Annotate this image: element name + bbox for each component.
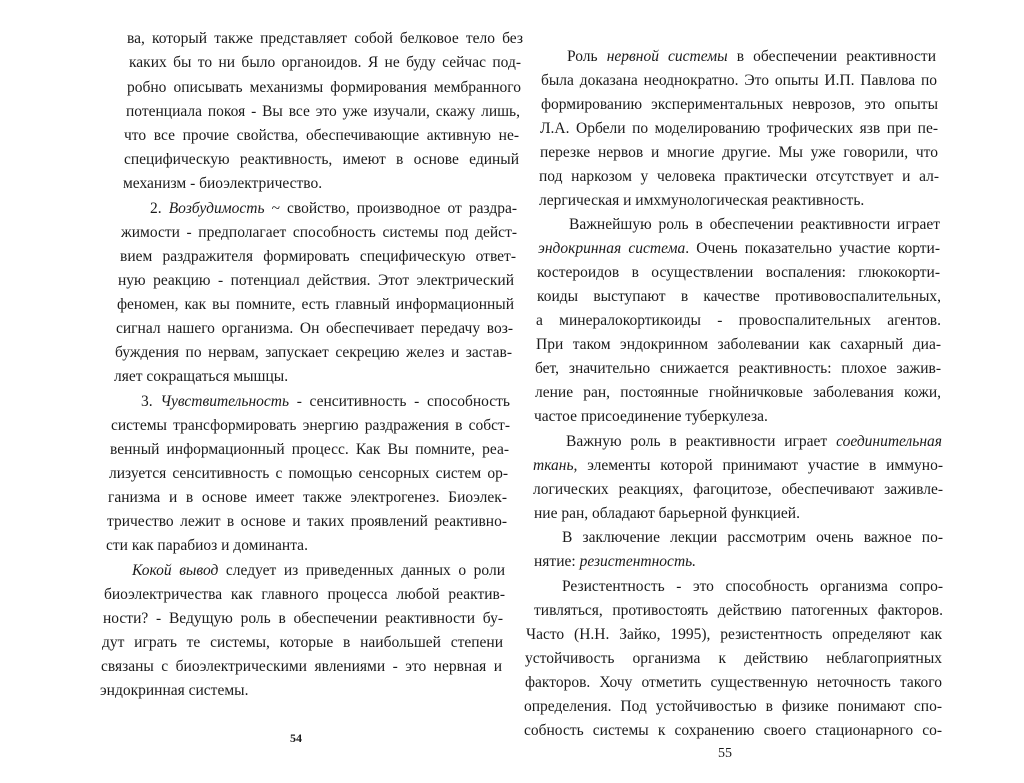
left-line-16 (141, 393, 510, 411)
line-text: нятие: (534, 553, 580, 570)
right-line-19: логических реакциях, фагоцитозе, обеспечивают заживле- (533, 481, 943, 498)
left-line-11: ную реакцию - потенциал действия. Этот электрический (118, 272, 514, 289)
left-line-2: каких бы то ни было органоидов. Я не буду сейчас под- (129, 54, 521, 71)
left-line-27: связаны с биоэлектрическими явлениями - это нервная и (101, 658, 502, 675)
line-text: . Очень показательно участие корти- (685, 240, 940, 257)
left-line-10: вием раздражителя формировать специфическую ответ- (120, 248, 516, 265)
term-excitability: Возбудимость (168, 200, 265, 217)
right-line-15: ление ран, постоянные гнойничковые заболевания кожи, (535, 384, 941, 401)
right-line-18 (533, 457, 943, 475)
left-line-18: венный информационный процесс. Как Вы помните, реа- (110, 441, 509, 458)
right-line-26: устойчивость организма к действию неблагоприятных (525, 650, 942, 667)
right-line-12: а минералокортикоиды - провоспалительных агентов. (536, 312, 941, 329)
left-line-6: специфическую реактивность, имеют в основе единый (124, 151, 519, 168)
left-line-4: потенциала покоя - Вы все это уже изучали, скажу лишь, (126, 103, 520, 120)
right-line-3: формированию экспериментальных неврозов, это опыты (541, 96, 938, 113)
page-number-left: 54 (290, 731, 302, 745)
term-endocrine-system: эндокринная система (538, 240, 686, 257)
left-line-24: биоэлектричества как главного процесса любой реактив- (104, 586, 505, 603)
right-line-8: Важнейшую роль в обеспечении реактивности играет (569, 216, 940, 233)
line-text: Роль (567, 48, 607, 65)
term-connective: соединительная (836, 433, 942, 450)
right-line-4: Л.А. Орбели по моделированию трофических язв при пе- (540, 120, 938, 137)
right-page (512, 0, 1024, 783)
line-text: ~ свойство, производное от раздра- (264, 200, 518, 217)
left-line-26: дут играть те системы, которые в наибольшей степени (102, 634, 503, 651)
paragraph-number: 2. (150, 200, 169, 217)
right-line-10: костероидов в осуществлении воспаления: глюкокорти- (537, 264, 940, 281)
left-line-12: феномен, как вы помните, есть главный информационный (117, 296, 514, 313)
right-line-20: ние ран, обладают барьерной функцией. (534, 505, 800, 522)
right-line-5: перезке нервов и многие другие. Мы уже говорили, что (540, 144, 938, 161)
right-line-2: была доказана неоднократно. Это опыты И.П. Павлова по (541, 72, 937, 89)
right-line-1 (567, 48, 936, 66)
right-line-6: под наркозом у человека практически отсутствует и ал- (539, 168, 939, 185)
left-line-17: системы трансформировать энергию раздражения в собст- (111, 417, 510, 434)
line-text: элементы которой принимают участие в иммуно- (577, 457, 943, 474)
line-text: - сенситивность - способность (289, 393, 511, 410)
paragraph-number: 3. (141, 393, 161, 410)
term-sensitivity: Чувствительность (160, 393, 290, 410)
left-line-9: жимости - предполагает способность системы под дейст- (121, 224, 517, 241)
left-line-20: ганизма и в основе имеет также электрогенез. Биоэлек- (108, 489, 507, 506)
left-line-15: ляет сокращаться мышцы. (114, 368, 289, 385)
right-line-16: частое присоединение туберкулеза. (534, 408, 768, 425)
right-line-9 (538, 240, 940, 258)
term-conclusion: Кокой вывод (132, 562, 219, 579)
left-line-14: буждения по нервам, запускает секрецию желез и застав- (115, 344, 512, 361)
right-line-25: Часто (Н.Н. Зайко, 1995), резистентность определяют как (526, 626, 942, 643)
right-line-7: лергическая и имхмунологическая реактивность. (539, 192, 865, 209)
left-line-28: эндокринная системы. (100, 682, 249, 699)
right-line-11: коиды выступают в качестве противовоспалительных, (537, 288, 941, 305)
left-line-23 (132, 562, 505, 580)
left-line-22: сти как парабиоз и доминанта. (106, 537, 308, 554)
term-resistance: резистентность. (579, 553, 697, 570)
right-line-23: Резистентность - это способность организма сопро- (562, 578, 943, 595)
right-line-14: бет, значительно снижается реактивность: плохое зажив- (535, 360, 941, 377)
right-line-21: В заключение лекции рассмотрим очень важное по- (562, 529, 943, 546)
left-line-3: робно описывать механизмы формирования мембранного (127, 79, 521, 96)
right-line-28: определения. Под устойчивостью в физике понимают спо- (524, 698, 942, 715)
term-tissue: ткань, (533, 457, 578, 474)
right-line-27: факторов. Хочу отметить существенную неточность такого (525, 674, 942, 691)
page-number-right: 55 (718, 746, 732, 761)
left-line-7: механизм - биоэлектричество. (123, 175, 323, 192)
right-line-24: тивляться, противостоять действию патогенных факторов. (534, 602, 943, 619)
term-nervous-system: нервной системы (606, 48, 728, 65)
right-line-13: При таком эндокринном заболевании как сахарный диа- (536, 336, 941, 353)
right-line-17 (566, 433, 942, 451)
left-line-5: что все прочие свойства, обеспечивающие активную не- (124, 127, 519, 144)
line-text: Важную роль в реактивности играет (566, 433, 837, 450)
right-line-22 (534, 553, 696, 571)
line-text: следует из приведенных данных о роли (218, 562, 506, 579)
line-text: в обеспечении реактивности (727, 48, 936, 65)
left-line-13: сигнал нашего организма. Он обеспечивает передачу воз- (116, 320, 513, 337)
left-line-19: лизуется сенситивность с помощью сенсорных систем ор- (109, 465, 508, 482)
left-line-1: ва, который также представляет собой белковое тело без (127, 30, 523, 47)
right-line-29: собность системы к сохранению своего стационарного со- (524, 722, 942, 739)
left-line-8 (150, 200, 517, 218)
left-line-25: ности? - Ведущую роль в обеспечении реактивности бу- (103, 610, 503, 627)
left-line-21: тричество лежит в основе и таких проявлений реактивно- (107, 513, 507, 530)
